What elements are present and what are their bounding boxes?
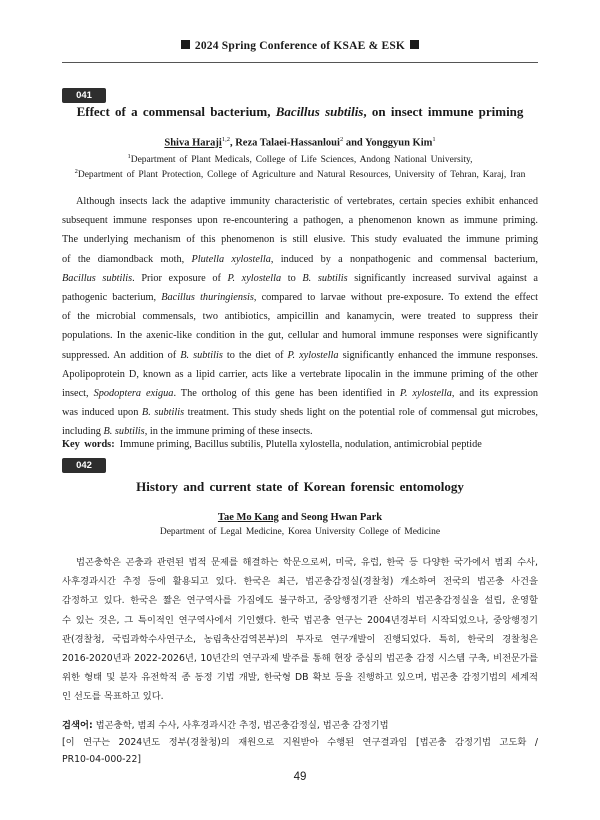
conference-title: 2024 Spring Conference of KSAE & ESK (194, 40, 406, 52)
title-text: Effect of a commensal bacterium, (76, 104, 276, 119)
title-text: , on insect immune priming (363, 104, 524, 119)
affiliation-mark: 1 (432, 136, 436, 143)
square-bullet-icon (410, 40, 419, 49)
text-line: Although insects lack the adaptive immunity characteristic of vertebrates, certain species exhibit enhanced (76, 196, 538, 207)
text-line: 사후경과시간 추정 등에 활용되고 있다. 한국은 최근, 법곤충감정실(경찰청) 개소하여 전국의 법곤충 사건을 (62, 576, 538, 588)
keywords-label: Key words: (62, 439, 115, 450)
text-line: including B. subtilis, in the immune priming of these insects. (62, 426, 313, 438)
text-line: subsequent immune responses upon re-encountering a pathogen, a phenomenon known as immune priming. (62, 215, 538, 227)
keywords-text: Immune priming, Bacillus subtilis, Plutella xylostella, nodulation, antimicrobial peptide (119, 439, 482, 450)
keywords-label: 검색어: (62, 720, 93, 731)
text-line: 감정하고 있다. 한국은 짧은 연구역사를 가짐에도 불구하고, 중앙행정기관 산하의 법곤충감정실을 설립, 운영할 (62, 595, 538, 607)
affiliation-mark: 2 (74, 168, 78, 176)
affiliation-text: Department of Plant Medicals, College of Life Sciences, Andong National University, (130, 155, 473, 166)
text-line: 법곤충학은 곤충과 관련된 법적 문제를 해결하는 학문으로써, 미국, 유럽, 한국 등 다양한 국가에서 범죄 수사, (76, 557, 538, 568)
affiliation-list (62, 151, 538, 181)
text-line: [이 연구는 2024년도 정부(경찰청)의 재원으로 지원받아 수행된 연구결과임 [법곤충 감정기법 고도화 / (62, 737, 538, 748)
abstract-number-badge: 041 (62, 88, 106, 103)
text-line: 인 선도를 목표하고 있다. (62, 691, 164, 703)
text-line: 2016-2020년과 2022-2026년, 10년간의 연구과제 발주를 통해 현장 중심의 법곤충 감정 시스템 구축, 비전문가를 (62, 653, 538, 665)
author-list (62, 512, 538, 523)
author-name: and Seong Hwan Park (278, 512, 383, 523)
affiliation-line (62, 151, 538, 166)
author-name: , Reza Talaei-Hassanloui (229, 137, 340, 149)
affiliation-mark: 1 (127, 153, 131, 160)
text-line: insect, Spodoptera exigua. The ortholog of this gene has been identified in P. xylostella, and its expression (62, 388, 538, 400)
text-line: PR10-04-000-22] (62, 754, 141, 765)
affiliation-mark: 2 (339, 136, 344, 143)
text-line: 수 있는 것은, 그 특이적인 연구역사에서 기인했다. 한국 법곤충 연구는 2004년경부터 시작되었으나, 중앙행정기 (62, 614, 538, 626)
keywords (62, 439, 538, 450)
text-line: Apolipoprotein D, known as a lipid carrier, acts like a vertebrate lipocalin in the immune priming of the other (62, 368, 538, 380)
text-line: The underlying mechanism of this phenomenon is still elusive. This study evaluated the immune priming (62, 234, 538, 246)
keywords-text: 법곤충학, 범죄 수사, 사후경과시간 추정, 법곤충감정실, 법곤충 감정기법 (95, 720, 389, 731)
author-name: and Yonggyun Kim (343, 137, 433, 149)
text-line: 관(경찰청, 국립과학수사연구소, 농림축산검역본부)의 투자로 연구개발이 진행되었다. 특히, 한국의 경찰청은 (62, 633, 538, 645)
text-line: of the microbial commensals, two antibiotics, ampicillin and kanamycin, were treated to suppress their (62, 311, 538, 323)
text-line: pathogenic bacterium, Bacillus thuringiensis, compared to larvae without pre-exposure. To extend the effect (62, 292, 538, 304)
text-line: 위한 형태 및 분자 유전학적 종 동정 기법 개발, 한국형 DB 확보 등을 진행하고 있으며, 법곤충 감정기법의 세계적 (62, 672, 538, 684)
abstract-body (62, 192, 538, 442)
affiliation-text: Department of Plant Protection, College of Agriculture and Natural Resources, University of Tehran, Karaj, Iran (77, 170, 526, 181)
text-line: populations. In the axenic-like condition in the gut, cellular and humoral immune responses were significantly (62, 330, 538, 342)
author-list (62, 136, 538, 149)
abstract-title: History and current state of Korean forensic entomology (136, 479, 464, 494)
text-line: was induced upon B. subtilis treatment. This study sheds light on the potential role of commensal gut microbes, (62, 407, 538, 419)
abstract-title (62, 104, 538, 120)
square-bullet-icon (181, 40, 190, 49)
text-line: suppressed. An addition of B. subtilis to the diet of P. xylostella significantly enhanced the immune responses. (62, 349, 538, 361)
title-species: Bacillus subtilis (275, 104, 364, 119)
header-divider (62, 62, 538, 63)
presenting-author: Shiva Haraji (164, 137, 222, 149)
abstract-number-badge: 042 (62, 458, 106, 473)
affiliation-mark: 1,2 (221, 136, 230, 143)
conference-header (0, 40, 600, 52)
affiliation-line (62, 166, 538, 181)
text-line: Bacillus subtilis. Prior exposure of P. xylostella to B. subtilis significantly increased survival against a (62, 272, 538, 284)
page-number: 49 (293, 771, 307, 783)
affiliation-text: Department of Legal Medicine, Korea University College of Medicine (159, 527, 441, 537)
abstract-body (62, 553, 538, 707)
keywords (62, 717, 538, 731)
presenting-author: Tae Mo Kang (217, 512, 279, 523)
funding-note (62, 734, 538, 768)
text-line: of the diamondback moth, Plutella xylostella, induced by a nonpathogenic and commensal bacterium, (62, 253, 538, 265)
